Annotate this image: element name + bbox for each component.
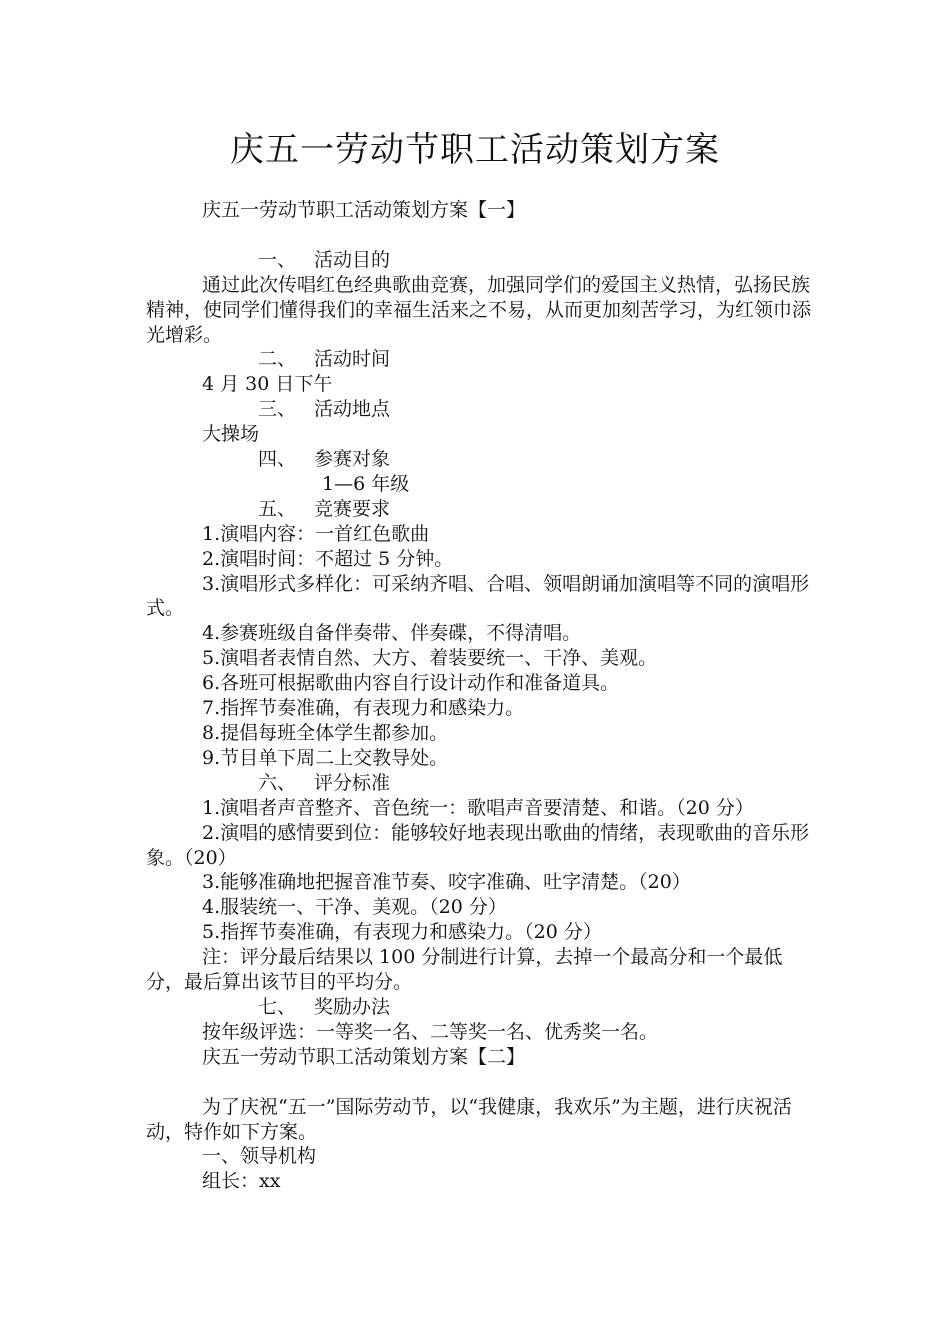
section-number: 五、 [258, 497, 297, 520]
section-heading [146, 397, 820, 422]
list-item: 5.指挥节奏准确，有表现力和感染力。（20 分） [202, 921, 602, 944]
note-text: 注：评分最后结果以 100 分制进行计算，去掉一个最高分和一个最低分，最后算出该节目的平均分。 [146, 946, 783, 994]
list-item: 8.提倡每班全体学生都参加。 [202, 722, 449, 745]
list-item: 4.参赛班级自备伴奏带、伴奏碟，不得清唱。 [202, 622, 582, 645]
section-heading: 一、领导机构 [202, 1145, 317, 1168]
section-text: 组长：xx [202, 1170, 281, 1193]
section-heading [146, 447, 820, 472]
section-heading [146, 248, 820, 273]
section-number: 六、 [258, 771, 297, 794]
section-title: 奖励办法 [314, 995, 391, 1018]
section-text: 大操场 [202, 423, 260, 446]
section-heading [146, 497, 820, 522]
list-item: 5.演唱者表情自然、大方、着装要统一、干净、美观。 [202, 647, 658, 670]
list-item: 3.演唱形式多样化：可采纳齐唱、合唱、领唱朗诵加演唱等不同的演唱形式。 [146, 572, 810, 620]
section-title: 活动时间 [314, 348, 391, 371]
list-item: 2.演唱时间：不超过 5 分钟。 [202, 547, 454, 570]
list-item: 7.指挥节奏准确，有表现力和感染力。 [202, 697, 525, 720]
document-body [146, 198, 820, 1194]
section-number: 二、 [258, 348, 297, 371]
section-heading [146, 347, 820, 372]
section-number: 一、 [258, 248, 297, 271]
part1-heading: 庆五一劳动节职工活动策划方案【一】 [202, 199, 526, 221]
section-title: 活动目的 [314, 248, 391, 271]
list-item: 1.演唱内容：一首红色歌曲 [202, 522, 430, 545]
list-item: 6.各班可根据歌曲内容自行设计动作和准备道具。 [202, 672, 620, 695]
document-title: 庆五一劳动节职工活动策划方案 [230, 130, 720, 170]
list-item: 4.服装统一、干净、美观。（20 分） [202, 896, 507, 919]
section-title: 评分标准 [314, 771, 391, 794]
section-text: 1—6 年级 [322, 472, 410, 495]
section-title: 活动地点 [314, 398, 391, 421]
section-heading [146, 995, 820, 1020]
blank-line [146, 223, 820, 248]
section-text: 4 月 30 日下午 [202, 373, 333, 396]
part2-intro: 为了庆祝“五一”国际劳动节，以“我健康，我欢乐”为主题，进行庆祝活动，特作如下方案。 [146, 1095, 792, 1143]
section-number: 四、 [258, 448, 297, 471]
section-heading [146, 771, 820, 796]
section-title: 竞赛要求 [314, 497, 391, 520]
list-item: 3.能够准确地把握音准节奏、咬字准确、吐字清楚。（20） [202, 871, 691, 894]
part2-heading: 庆五一劳动节职工活动策划方案【二】 [202, 1045, 526, 1068]
section-number: 三、 [258, 398, 297, 421]
list-item: 9.节目单下周二上交教导处。 [202, 746, 449, 769]
list-item: 2.演唱的感情要到位：能够较好地表现出歌曲的情绪，表现歌曲的音乐形象。（20） [146, 821, 810, 869]
section-number: 七、 [258, 995, 297, 1018]
section-text: 通过此次传唱红色经典歌曲竞赛，加强同学们的爱国主义热情，弘扬民族精神，使同学们懂得我们的幸福生活来之不易，从而更加刻苦学习，为红领巾添光增彩。 [146, 273, 812, 346]
section-text: 按年级评选：一等奖一名、二等奖一名、优秀奖一名。 [202, 1020, 659, 1043]
section-title: 参赛对象 [314, 448, 391, 471]
blank-line [146, 1070, 820, 1095]
list-item: 1.演唱者声音整齐、音色统一：歌唱声音要清楚、和谐。（20 分） [202, 796, 754, 819]
